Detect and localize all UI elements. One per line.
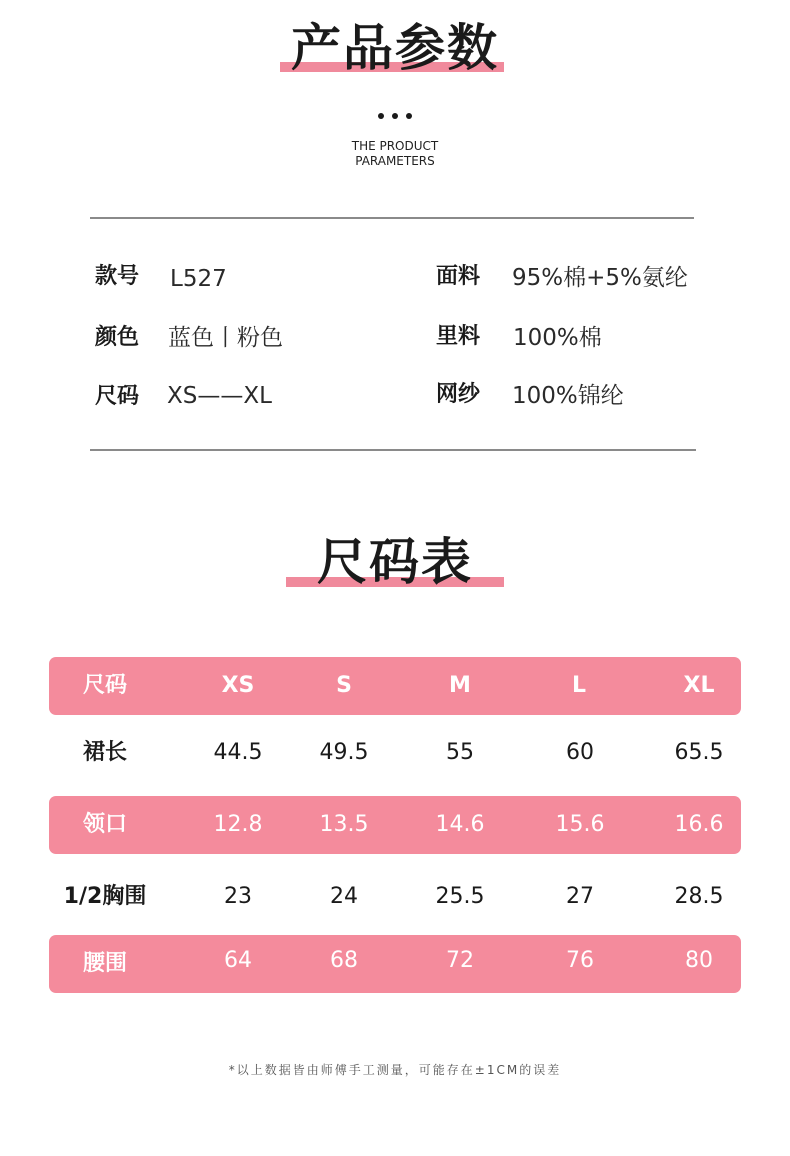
- table-cell: 80: [685, 948, 713, 973]
- dot-icon: [378, 113, 384, 119]
- spec-label-fabric: 面料: [436, 264, 481, 289]
- table-header-cell: L: [571, 673, 587, 698]
- table-cell: 15.6: [555, 812, 605, 837]
- spec-value-style-no: L527: [170, 266, 227, 292]
- spec-label-lining: 里料: [436, 324, 481, 349]
- table-row-label: 1/2胸围: [63, 884, 147, 909]
- table-cell: 12.8: [213, 812, 263, 837]
- ellipsis-dots: [0, 104, 790, 123]
- table-cell: 55: [446, 740, 474, 765]
- divider-top: [90, 217, 694, 219]
- table-cell: 28.5: [674, 884, 724, 909]
- divider-bottom: [90, 449, 696, 451]
- table-cell: 24: [330, 884, 358, 909]
- spec-value-size: XS——XL: [167, 383, 272, 409]
- measurement-footnote: *以上数据皆由师傅手工测量，可能存在±1CM的误差: [228, 1063, 562, 1077]
- spec-label-size: 尺码: [95, 384, 140, 409]
- table-header-cell: XL: [683, 673, 715, 698]
- spec-value-color: 蓝色丨粉色: [168, 325, 283, 351]
- dot-icon: [406, 113, 412, 119]
- spec-label-color: 颜色: [95, 325, 140, 350]
- table-cell: 68: [330, 948, 358, 973]
- params-subtitle-line1: THE PRODUCT: [351, 139, 439, 153]
- size-chart-title: 尺码表: [317, 533, 473, 591]
- table-cell: 72: [446, 948, 474, 973]
- spec-value-fabric: 95%棉+5%氨纶: [512, 265, 688, 291]
- table-cell: 27: [566, 884, 594, 909]
- table-header-row: [49, 657, 741, 715]
- table-cell: 60: [566, 740, 594, 765]
- table-cell: 16.6: [674, 812, 724, 837]
- table-cell: 44.5: [213, 740, 263, 765]
- table-header-cell: 尺码: [82, 673, 127, 698]
- table-cell: 14.6: [435, 812, 485, 837]
- table-cell: 25.5: [435, 884, 485, 909]
- table-cell: 23: [224, 884, 252, 909]
- params-title: 产品参数: [291, 19, 499, 77]
- table-cell: 13.5: [319, 812, 369, 837]
- table-row-label: 领口: [82, 812, 127, 837]
- table-row: [49, 935, 741, 993]
- table-row-label: 腰围: [82, 951, 127, 976]
- table-row-label: 裙长: [82, 740, 127, 765]
- table-cell: 65.5: [674, 740, 724, 765]
- table-row: [49, 724, 741, 782]
- table-cell: 49.5: [319, 740, 369, 765]
- spec-value-lining: 100%棉: [513, 325, 602, 351]
- table-row: [49, 796, 741, 854]
- table-header-cell: M: [449, 673, 471, 698]
- params-subtitle-line2: PARAMETERS: [355, 154, 435, 168]
- spec-value-mesh: 100%锦纶: [512, 383, 624, 409]
- table-cell: 64: [224, 948, 252, 973]
- spec-label-mesh: 网纱: [436, 382, 481, 407]
- table-row: [49, 868, 741, 926]
- dot-icon: [392, 113, 398, 119]
- table-cell: 76: [566, 948, 594, 973]
- table-header-cell: S: [336, 673, 352, 698]
- table-header-cell: XS: [221, 673, 255, 698]
- spec-label-style-no: 款号: [95, 264, 140, 289]
